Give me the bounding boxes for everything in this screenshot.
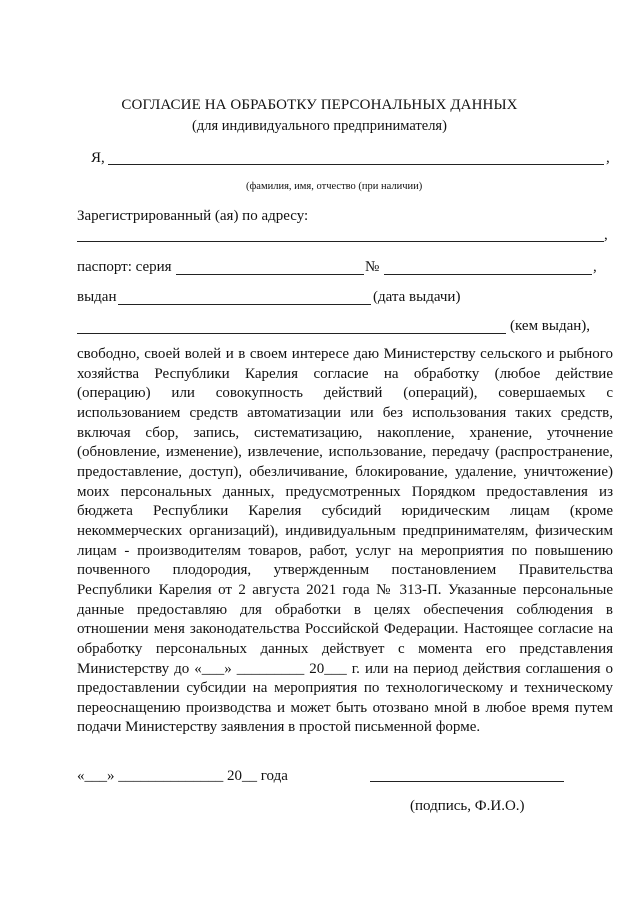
name-field-line[interactable] <box>108 164 604 165</box>
body-line: почвенного плодородия, утвержденным постановлением Правительства <box>77 562 613 579</box>
body-line: бюджета Республики Карелия субсидий юридическим лицам (кроме <box>77 503 613 520</box>
body-line: (операцию) или совокупность действий (операций), совершаемых с <box>77 385 613 402</box>
passport-number-label: № <box>365 259 380 275</box>
body-line: некоммерческих организаций), индивидуальным предпринимателям, физическим <box>77 522 613 539</box>
passport-number-line[interactable] <box>384 274 592 275</box>
issue-date-label: (дата выдачи) <box>373 289 461 305</box>
issuer-label: (кем выдан), <box>510 318 591 334</box>
body-line: моих персональных данных, предусмотренных Порядком предоставления из <box>77 483 613 500</box>
name-caption: (фамилия, имя, отчество (при наличии) <box>246 181 423 192</box>
body-line: данные предоставляю для обработки в целях обеспечения соблюдения в <box>77 601 613 618</box>
body-line: предоставление, доступ), обезличивание, блокирование, удаление, уничтожение) <box>77 463 613 480</box>
body-line: использованием средств автоматизации или без использования таких средств, <box>77 404 613 421</box>
body-line: переоснащению производства и может быть отозвано мной в любое время путем <box>77 699 613 716</box>
name-prefix: Я, <box>91 150 105 166</box>
body-line: отношении меня законодательства Российской Федерации. Настоящее согласие на <box>77 621 613 638</box>
address-label: Зарегистрированный (ая) по адресу: <box>77 208 309 224</box>
issue-date-line[interactable] <box>118 304 371 305</box>
body-line: Республики Карелия от 2 августа 2021 года № 313-П. Указанные персональные <box>77 581 613 598</box>
signature-caption: (подпись, Ф.И.О.) <box>410 798 525 814</box>
address-suffix: , <box>604 227 608 243</box>
issued-label: выдан <box>77 289 117 305</box>
body-line: предоставлении субсидии на мероприятия по технологическому и техническому <box>77 680 613 697</box>
document-subtitle: (для индивидуального предпринимателя) <box>192 118 447 134</box>
body-line: включая сбор, запись, систематизацию, накопление, хранение, уточнение <box>77 424 613 441</box>
address-field-line[interactable] <box>77 241 604 242</box>
footer-date: «___» ______________ 20__ года <box>77 768 288 784</box>
passport-suffix: , <box>593 259 597 275</box>
document-title: СОГЛАСИЕ НА ОБРАБОТКУ ПЕРСОНАЛЬНЫХ ДАННЫХ <box>121 97 518 113</box>
issuer-line[interactable] <box>77 333 506 334</box>
body-line: лицам - производителям товаров, работ, услуг на мероприятия по повышению <box>77 542 613 559</box>
signature-line[interactable] <box>370 781 564 782</box>
consent-body <box>77 345 613 738</box>
body-line: подачи Министерству заявления в простой письменной форме. <box>77 719 481 736</box>
body-line: свободно, своей волей и в своем интересе даю Министерству сельского и рыбного <box>77 346 613 362</box>
body-line: хозяйства Республики Карелия согласие на обработку (любое действие <box>77 365 613 382</box>
body-line: (обновление, изменение), извлечение, использование, передачу (распространение, <box>77 444 613 461</box>
body-line: Министерству до «___» _________ 20___ г. или на период действия соглашения о <box>77 660 613 677</box>
body-line: обработку персональных данных действует с момента его представления <box>77 640 613 657</box>
passport-series-label: паспорт: серия <box>77 259 172 275</box>
passport-series-line[interactable] <box>176 274 364 275</box>
name-suffix: , <box>606 150 610 166</box>
